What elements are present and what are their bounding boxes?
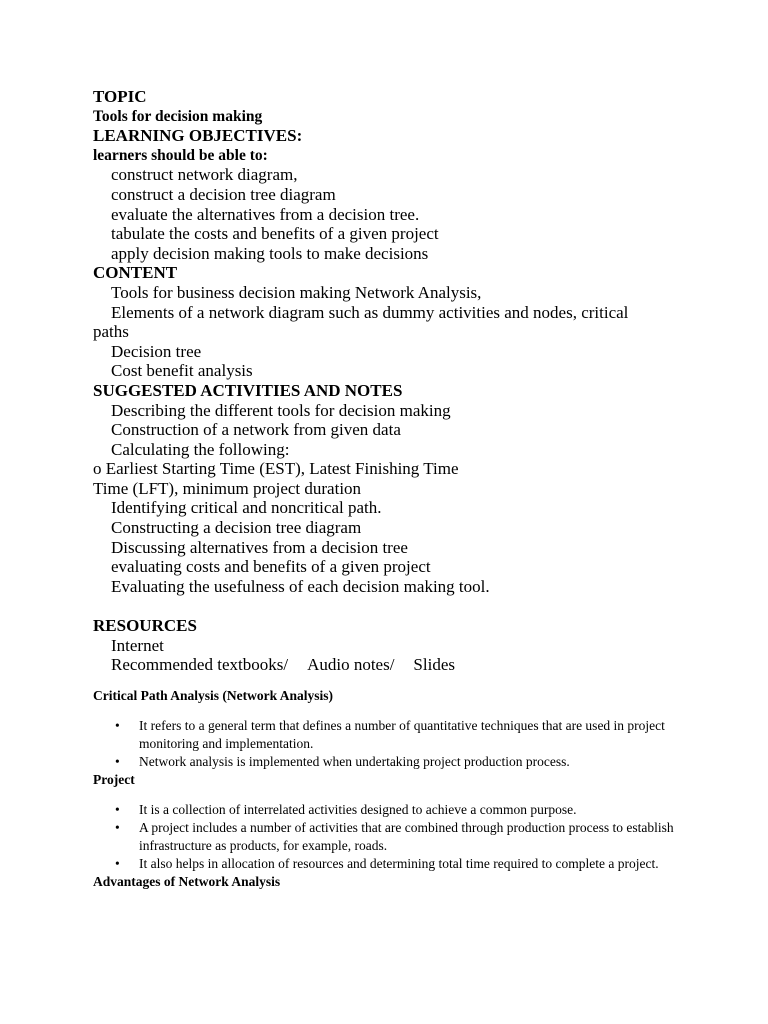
activity-item: Discussing alternatives from a decision tree bbox=[111, 537, 408, 557]
resources-heading: RESOURCES bbox=[93, 616, 197, 636]
cpa-bullet-list bbox=[93, 717, 693, 771]
content-item: Decision tree bbox=[111, 341, 202, 361]
bullet-icon: • bbox=[115, 855, 120, 871]
content-heading: CONTENT bbox=[93, 263, 178, 283]
list-item: • It refers to a general term that defines a number of quantitative techniques that are used in project monitoring and implementation. bbox=[115, 717, 665, 751]
objective-item: construct network diagram, bbox=[111, 165, 298, 185]
content-item: Cost benefit analysis bbox=[111, 361, 253, 381]
advantages-heading: Advantages of Network Analysis bbox=[93, 873, 281, 889]
topic-heading: TOPIC bbox=[93, 87, 147, 106]
resource-slides: Slides bbox=[413, 655, 455, 675]
content-item-continuation: paths bbox=[93, 322, 129, 342]
activity-sub-line: o Earliest Starting Time (EST), Latest Finishing Time bbox=[93, 459, 459, 479]
resource-audio: Audio notes/ bbox=[307, 655, 395, 675]
bullet-icon: • bbox=[115, 717, 120, 733]
document-page bbox=[93, 87, 693, 891]
objective-item: tabulate the costs and benefits of a given project bbox=[111, 224, 439, 244]
objective-item: evaluate the alternatives from a decision tree. bbox=[111, 204, 420, 224]
content-item: Tools for business decision making Network Analysis, bbox=[111, 282, 482, 302]
activity-item: Identifying critical and noncritical path. bbox=[111, 498, 382, 518]
project-bullet-list bbox=[93, 801, 693, 873]
activity-item: Constructing a decision tree diagram bbox=[111, 518, 362, 538]
objectives-heading: LEARNING OBJECTIVES: bbox=[93, 126, 303, 146]
bullet-icon: • bbox=[115, 753, 120, 769]
activity-item: Calculating the following: bbox=[111, 439, 290, 459]
activity-item: Evaluating the usefulness of each decision making tool. bbox=[111, 576, 490, 596]
project-heading: Project bbox=[93, 771, 135, 787]
activity-sub-line: Time (LFT), minimum project duration bbox=[93, 478, 362, 498]
topic-title: Tools for decision making bbox=[93, 107, 263, 125]
activities-heading: SUGGESTED ACTIVITIES AND NOTES bbox=[93, 380, 403, 400]
activity-item: Describing the different tools for decision making bbox=[111, 400, 451, 420]
objective-item: apply decision making tools to make decisions bbox=[111, 243, 429, 263]
objectives-intro: learners should be able to: bbox=[93, 146, 268, 164]
bullet-icon: • bbox=[115, 801, 120, 817]
list-item: • Network analysis is implemented when undertaking project production process. bbox=[115, 753, 570, 769]
cpa-heading: Critical Path Analysis (Network Analysis) bbox=[93, 687, 334, 703]
resource-row bbox=[93, 655, 693, 675]
list-item: • It also helps in allocation of resources and determining total time required to complete a project. bbox=[115, 855, 659, 871]
content-item: Elements of a network diagram such as dummy activities and nodes, critical bbox=[111, 302, 629, 322]
objective-item: construct a decision tree diagram bbox=[111, 184, 336, 204]
resource-internet: Internet bbox=[111, 635, 164, 655]
activity-item: evaluating costs and benefits of a given project bbox=[111, 557, 431, 577]
activity-item: Construction of a network from given data bbox=[111, 420, 401, 440]
resource-textbooks: Recommended textbooks/ bbox=[111, 655, 289, 675]
bullet-icon: • bbox=[115, 819, 120, 835]
list-item: • It is a collection of interrelated activities designed to achieve a common purpose. bbox=[115, 801, 577, 817]
list-item: • A project includes a number of activities that are combined through production process to establish infrastructure as products, for example, roads. bbox=[115, 819, 674, 853]
